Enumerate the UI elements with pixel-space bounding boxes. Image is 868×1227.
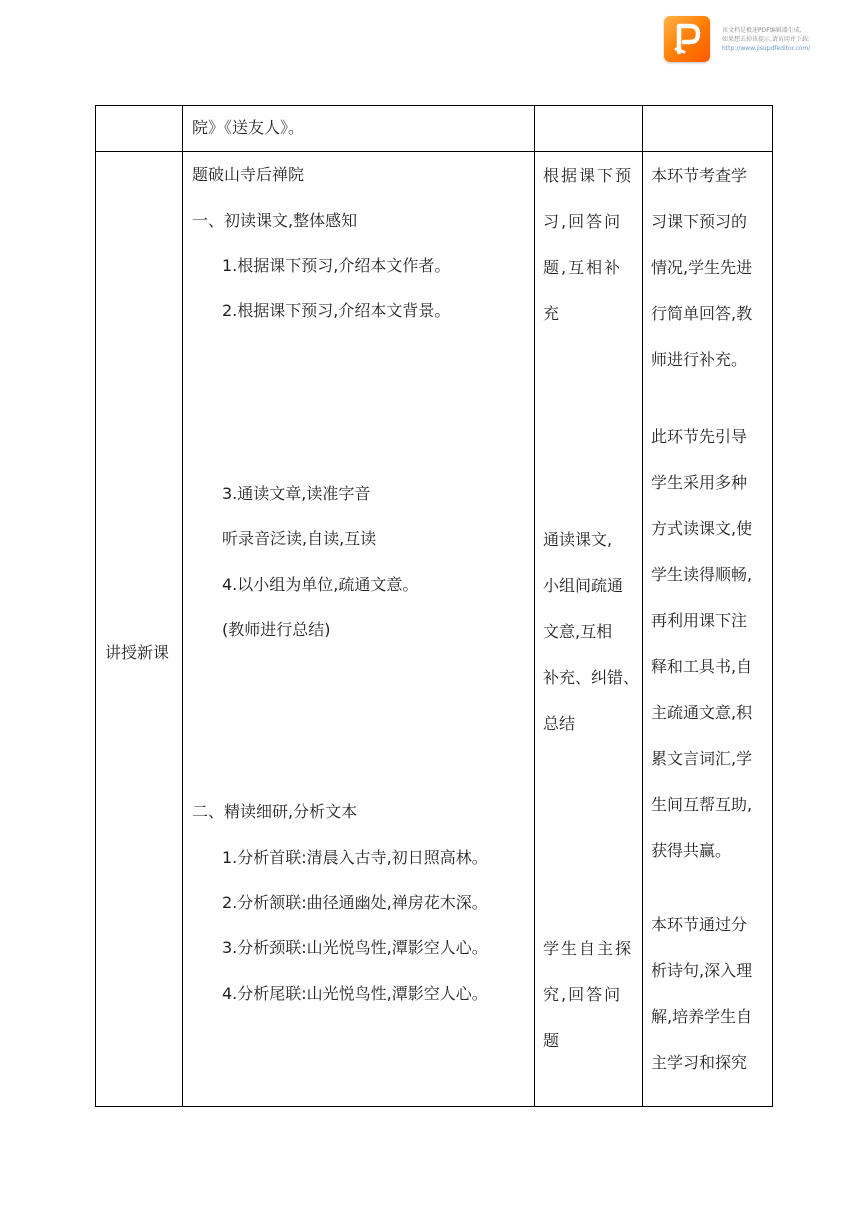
student-activity-block-1 xyxy=(543,153,638,337)
student-activity-line: 题 xyxy=(543,1031,562,1050)
design-intent-line: 再利用课下注 xyxy=(651,611,748,630)
item-1: 1.根据课下预习,介绍本文作者。 xyxy=(222,256,451,275)
design-intent-block-1 xyxy=(651,153,766,383)
design-intent-line: 解,培养学生自 xyxy=(651,1007,753,1026)
watermark-url[interactable]: http://www.jisupdfeditor.com/ xyxy=(722,45,811,52)
design-intent-block-3 xyxy=(651,902,766,1086)
table-right-border xyxy=(772,105,773,1107)
design-intent-line: 生间互帮互助, xyxy=(651,795,753,814)
item-3: 3.通读文章,读准字音 xyxy=(222,484,371,503)
student-activity-line: 习,回答问 xyxy=(543,212,623,231)
design-intent-line: 行简单回答,教 xyxy=(651,304,753,323)
item-4: 4.以小组为单位,疏通文意。 xyxy=(222,575,419,594)
analysis-3: 3.分析颈联:山光悦鸟性,潭影空人心。 xyxy=(222,938,488,957)
design-intent-line: 获得共赢。 xyxy=(651,841,732,860)
design-intent-line: 习课下预习的 xyxy=(651,212,748,231)
watermark-line-1: 该文档是极速PDF编辑器生成, xyxy=(722,27,802,34)
student-activity-line: 根据课下预 xyxy=(543,166,634,185)
design-intent-line: 学生读得顺畅, xyxy=(651,565,753,584)
student-activity-block-3 xyxy=(543,926,638,1064)
design-intent-line: 情况,学生先进 xyxy=(651,258,753,277)
student-activity-line: 充 xyxy=(543,304,562,323)
lesson-title: 题破山寺后禅院 xyxy=(192,165,305,184)
watermark-line-2: 如果想去掉该提示,请访问并下载: xyxy=(722,36,810,43)
section-label: 讲授新课 xyxy=(105,643,170,662)
design-intent-line: 本环节通过分 xyxy=(651,915,748,934)
table-row-divider xyxy=(95,151,773,152)
analysis-1: 1.分析首联:清晨入古寺,初日照高林。 xyxy=(222,848,488,867)
table-bottom-border xyxy=(95,1106,773,1107)
design-intent-line: 释和工具书,自 xyxy=(651,657,753,676)
table-left-border xyxy=(95,105,96,1107)
design-intent-line: 析诗句,深入理 xyxy=(651,961,753,980)
design-intent-line: 主学习和探究 xyxy=(651,1053,748,1072)
item-4-note: (教师进行总结) xyxy=(222,620,331,639)
student-activity-line: 学生自主探 xyxy=(543,939,634,958)
design-intent-line: 主疏通文意,积 xyxy=(651,703,753,722)
design-intent-line: 学生采用多种 xyxy=(651,473,748,492)
item-3-sub: 听录音泛读,自读,互读 xyxy=(222,529,377,548)
student-activity-line: 补充、纠错、 xyxy=(543,668,640,687)
student-activity-line: 究,回答问 xyxy=(543,985,623,1004)
design-intent-line: 师进行补充。 xyxy=(651,350,748,369)
student-activity-block-2 xyxy=(543,517,638,747)
table-col-divider-3 xyxy=(642,105,643,1107)
prev-row-content: 院》《送友人》。 xyxy=(192,118,305,137)
student-activity-line: 总结 xyxy=(543,714,576,733)
analysis-4: 4.分析尾联:山光悦鸟性,潭影空人心。 xyxy=(222,984,488,1003)
student-activity-line: 题,互相补 xyxy=(543,258,623,277)
design-intent-line: 方式读课文,使 xyxy=(651,519,753,538)
design-intent-line: 累文言词汇,学 xyxy=(651,749,753,768)
part2-heading: 二、精读细研,分析文本 xyxy=(192,802,358,821)
part1-heading: 一、初读课文,整体感知 xyxy=(192,211,358,230)
table-col-divider-1 xyxy=(182,105,183,1107)
table-top-border xyxy=(95,105,773,106)
item-2: 2.根据课下预习,介绍本文背景。 xyxy=(222,301,451,320)
design-intent-line: 本环节考查学 xyxy=(651,166,748,185)
student-activity-line: 通读课文, xyxy=(543,530,613,549)
student-activity-line: 小组间疏通 xyxy=(543,576,624,595)
student-activity-line: 文意,互相 xyxy=(543,622,613,641)
design-intent-block-2 xyxy=(651,414,766,874)
analysis-2: 2.分析颔联:曲径通幽处,禅房花木深。 xyxy=(222,893,488,912)
table-col-divider-2 xyxy=(534,105,535,1107)
design-intent-line: 此环节先引导 xyxy=(651,427,748,446)
